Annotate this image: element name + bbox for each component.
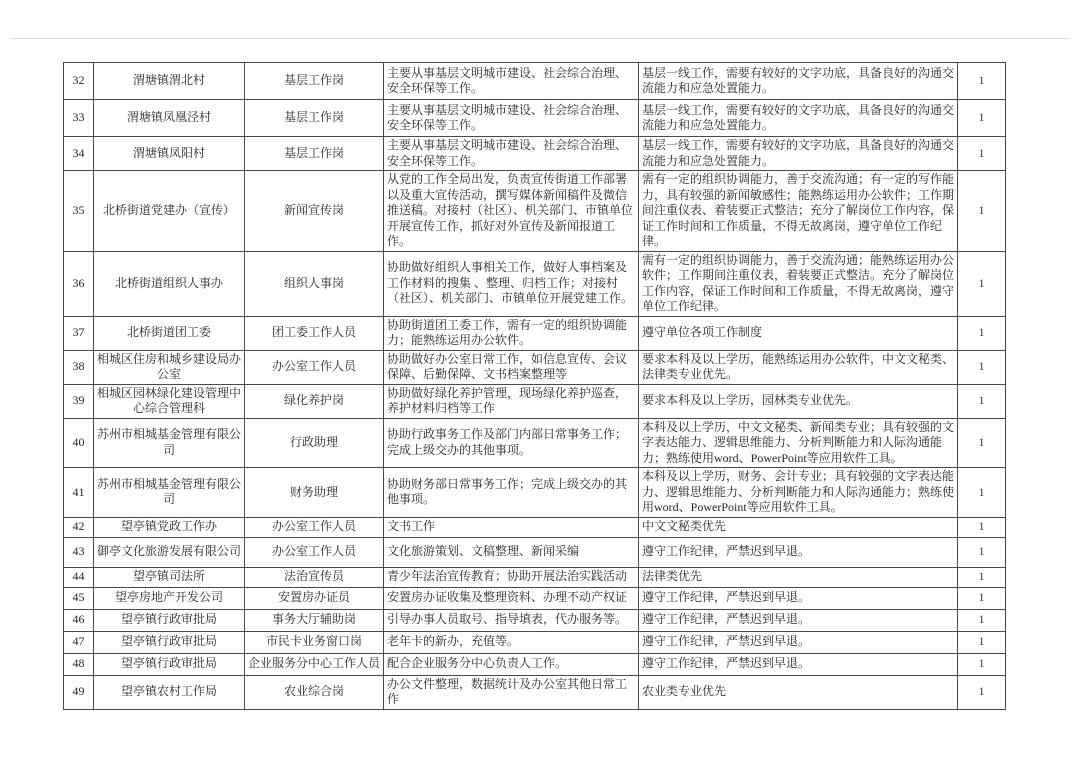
cell-unit-name: 渭塘镇渭北村	[94, 63, 245, 100]
cell-duty-description: 老年卡的新办，充值等。	[384, 631, 639, 653]
cell-requirement: 法律类优先	[639, 567, 958, 587]
cell-headcount: 1	[958, 137, 1006, 171]
cell-unit-name: 渭塘镇凤阳村	[94, 137, 245, 171]
cell-position-name: 安置房办证员	[245, 587, 384, 609]
table-row	[64, 100, 1006, 137]
cell-row-number: 40	[64, 418, 94, 468]
table-row	[64, 587, 1006, 609]
cell-headcount: 1	[958, 567, 1006, 587]
cell-position-name: 绿化养护岗	[245, 384, 384, 418]
cell-row-number: 47	[64, 631, 94, 653]
cell-requirement: 需有一定的组织协调能力，善于交流沟通；能熟练运用办公软件；工作期间注重仪表，着装要正式整洁。充分了解岗位工作内容，保证工作时间和工作质量，不得无故离岗，遵守单位工作纪律。	[639, 251, 958, 316]
cell-headcount: 1	[958, 517, 1006, 537]
cell-row-number: 32	[64, 63, 94, 100]
cell-duty-description: 办公文件整理，数据统计及办公室其他日常工作	[384, 675, 639, 709]
cell-row-number: 45	[64, 587, 94, 609]
cell-position-name: 新闻宣传岗	[245, 171, 384, 252]
cell-position-name: 企业服务分中心工作人员	[245, 653, 384, 675]
cell-unit-name: 相城区住房和城乡建设局办公室	[94, 350, 245, 384]
cell-unit-name: 望亭房地产开发公司	[94, 587, 245, 609]
table-row	[64, 251, 1006, 316]
cell-duty-description: 配合企业服务分中心负责人工作。	[384, 653, 639, 675]
page-top-divider	[10, 38, 1070, 39]
cell-headcount: 1	[958, 63, 1006, 100]
cell-unit-name: 相城区园林绿化建设管理中心综合管理科	[94, 384, 245, 418]
cell-duty-description: 文化旅游策划、文稿整理、新闻采编	[384, 537, 639, 567]
table-row	[64, 63, 1006, 100]
table-row	[64, 418, 1006, 468]
cell-headcount: 1	[958, 675, 1006, 709]
cell-duty-description: 协助街道团工委工作，需有一定的组织协调能力；能熟练运用办公软件。	[384, 316, 639, 350]
cell-row-number: 33	[64, 100, 94, 137]
cell-duty-description: 文书工作	[384, 517, 639, 537]
cell-row-number: 49	[64, 675, 94, 709]
cell-duty-description: 引导办事人员取号、指导填表，代办服务等。	[384, 609, 639, 631]
cell-requirement: 遵守工作纪律，严禁迟到早退。	[639, 609, 958, 631]
cell-duty-description: 主要从事基层文明城市建设、社会综合治理、安全环保等工作。	[384, 100, 639, 137]
cell-position-name: 基层工作岗	[245, 63, 384, 100]
cell-duty-description: 从党的工作全局出发，负责宣传街道工作部署以及重大宣传活动，撰写媒体新闻稿件及微信推送稿。对接村（社区）、机关部门、市镇单位开展宣传工作，抓好对外宣传及新闻报道工作。	[384, 171, 639, 252]
table-row	[64, 631, 1006, 653]
cell-duty-description: 安置房办证收集及整理资料、办理不动产权证	[384, 587, 639, 609]
cell-requirement: 基层一线工作，需要有较好的文字功底，具备良好的沟通交流能力和应急处置能力。	[639, 137, 958, 171]
table-row	[64, 675, 1006, 709]
cell-headcount: 1	[958, 468, 1006, 518]
table-row	[64, 468, 1006, 518]
table-row	[64, 653, 1006, 675]
cell-requirement: 基层一线工作，需要有较好的文字功底，具备良好的沟通交流能力和应急处置能力。	[639, 63, 958, 100]
cell-headcount: 1	[958, 384, 1006, 418]
cell-requirement: 本科及以上学历，中文文秘类、新闻类专业；具有较强的文字表达能力、逻辑思维能力、分析判断能力和人际沟通能力；熟练使用word、PowerPoint等应用软件工具。	[639, 418, 958, 468]
cell-headcount: 1	[958, 251, 1006, 316]
cell-duty-description: 协助做好组织人事相关工作，做好人事档案及工作材料的搜集 、整理、归档工作；对接村（社区）、机关部门、市镇单位开展党建工作。	[384, 251, 639, 316]
cell-headcount: 1	[958, 350, 1006, 384]
cell-unit-name: 北桥街道党建办（宣传）	[94, 171, 245, 252]
cell-duty-description: 协助做好绿化养护管理，现场绿化养护巡查，养护材料归档等工作	[384, 384, 639, 418]
cell-unit-name: 望亭镇农村工作局	[94, 675, 245, 709]
table-row	[64, 609, 1006, 631]
cell-position-name: 市民卡业务窗口岗	[245, 631, 384, 653]
cell-row-number: 48	[64, 653, 94, 675]
cell-requirement: 遵守工作纪律，严禁迟到早退。	[639, 631, 958, 653]
cell-unit-name: 北桥街道组织人事办	[94, 251, 245, 316]
cell-duty-description: 主要从事基层文明城市建设、社会综合治理、安全环保等工作。	[384, 63, 639, 100]
cell-requirement: 要求本科及以上学历，能熟练运用办公软件，中文文秘类、法律类专业优先。	[639, 350, 958, 384]
cell-row-number: 41	[64, 468, 94, 518]
cell-duty-description: 主要从事基层文明城市建设、社会综合治理、安全环保等工作。	[384, 137, 639, 171]
cell-unit-name: 望亭镇司法所	[94, 567, 245, 587]
cell-unit-name: 望亭镇行政审批局	[94, 631, 245, 653]
cell-position-name: 行政助理	[245, 418, 384, 468]
cell-unit-name: 望亭镇行政审批局	[94, 609, 245, 631]
cell-requirement: 中文文秘类优先	[639, 517, 958, 537]
cell-row-number: 38	[64, 350, 94, 384]
cell-position-name: 基层工作岗	[245, 137, 384, 171]
cell-position-name: 事务大厅辅助岗	[245, 609, 384, 631]
table-row	[64, 316, 1006, 350]
cell-requirement: 遵守工作纪律，严禁迟到早退。	[639, 653, 958, 675]
cell-headcount: 1	[958, 171, 1006, 252]
cell-position-name: 基层工作岗	[245, 100, 384, 137]
cell-requirement: 需有一定的组织协调能力，善于交流沟通；有一定的写作能力，具有较强的新闻敏感性；能熟练运用办公软件；工作期间注重仪表、着装要正式整洁；充分了解岗位工作内容，保证工作时间和工作质量，不得无故离岗，遵守单位工作纪律。	[639, 171, 958, 252]
table-row	[64, 517, 1006, 537]
cell-position-name: 团工委工作人员	[245, 316, 384, 350]
cell-position-name: 办公室工作人员	[245, 350, 384, 384]
cell-position-name: 办公室工作人员	[245, 537, 384, 567]
cell-row-number: 44	[64, 567, 94, 587]
table-row	[64, 137, 1006, 171]
cell-duty-description: 协助行政事务工作及部门内部日常事务工作；完成上级交办的其他事项。	[384, 418, 639, 468]
cell-unit-name: 苏州市相城基金管理有限公司	[94, 418, 245, 468]
table-row	[64, 567, 1006, 587]
cell-requirement: 遵守单位各项工作制度	[639, 316, 958, 350]
cell-headcount: 1	[958, 537, 1006, 567]
cell-headcount: 1	[958, 316, 1006, 350]
cell-unit-name: 望亭镇党政工作办	[94, 517, 245, 537]
cell-headcount: 1	[958, 418, 1006, 468]
cell-row-number: 34	[64, 137, 94, 171]
cell-unit-name: 渭塘镇凤凰泾村	[94, 100, 245, 137]
cell-row-number: 37	[64, 316, 94, 350]
cell-row-number: 36	[64, 251, 94, 316]
table-row	[64, 171, 1006, 252]
cell-duty-description: 协助财务部日常事务工作；完成上级交办的其他事项。	[384, 468, 639, 518]
cell-duty-description: 青少年法治宣传教育；协助开展法治实践活动	[384, 567, 639, 587]
cell-row-number: 39	[64, 384, 94, 418]
cell-position-name: 农业综合岗	[245, 675, 384, 709]
table-row	[64, 384, 1006, 418]
cell-unit-name: 苏州市相城基金管理有限公司	[94, 468, 245, 518]
cell-position-name: 法治宣传员	[245, 567, 384, 587]
cell-headcount: 1	[958, 587, 1006, 609]
cell-requirement: 基层一线工作，需要有较好的文字功底，具备良好的沟通交流能力和应急处置能力。	[639, 100, 958, 137]
cell-requirement: 遵守工作纪律，严禁迟到早退。	[639, 587, 958, 609]
cell-unit-name: 御亭文化旅游发展有限公司	[94, 537, 245, 567]
cell-row-number: 42	[64, 517, 94, 537]
cell-headcount: 1	[958, 100, 1006, 137]
cell-duty-description: 协助做好办公室日常工作，如信息宣传、会议保障、后勤保障、文书档案整理等	[384, 350, 639, 384]
cell-requirement: 本科及以上学历，财务、会计专业；具有较强的文字表达能力、逻辑思维能力、分析判断能力和人际沟通能力；熟练使用word、PowerPoint等应用软件工具。	[639, 468, 958, 518]
cell-row-number: 46	[64, 609, 94, 631]
cell-headcount: 1	[958, 631, 1006, 653]
cell-requirement: 农业类专业优先	[639, 675, 958, 709]
cell-unit-name: 北桥街道团工委	[94, 316, 245, 350]
cell-row-number: 35	[64, 171, 94, 252]
table-row	[64, 537, 1006, 567]
cell-position-name: 办公室工作人员	[245, 517, 384, 537]
cell-requirement: 要求本科及以上学历，园林类专业优先。	[639, 384, 958, 418]
cell-headcount: 1	[958, 609, 1006, 631]
cell-position-name: 财务助理	[245, 468, 384, 518]
cell-requirement: 遵守工作纪律，严禁迟到早退。	[639, 537, 958, 567]
cell-headcount: 1	[958, 653, 1006, 675]
cell-unit-name: 望亭镇行政审批局	[94, 653, 245, 675]
job-table	[63, 62, 1006, 710]
cell-row-number: 43	[64, 537, 94, 567]
cell-position-name: 组织人事岗	[245, 251, 384, 316]
table-row	[64, 350, 1006, 384]
